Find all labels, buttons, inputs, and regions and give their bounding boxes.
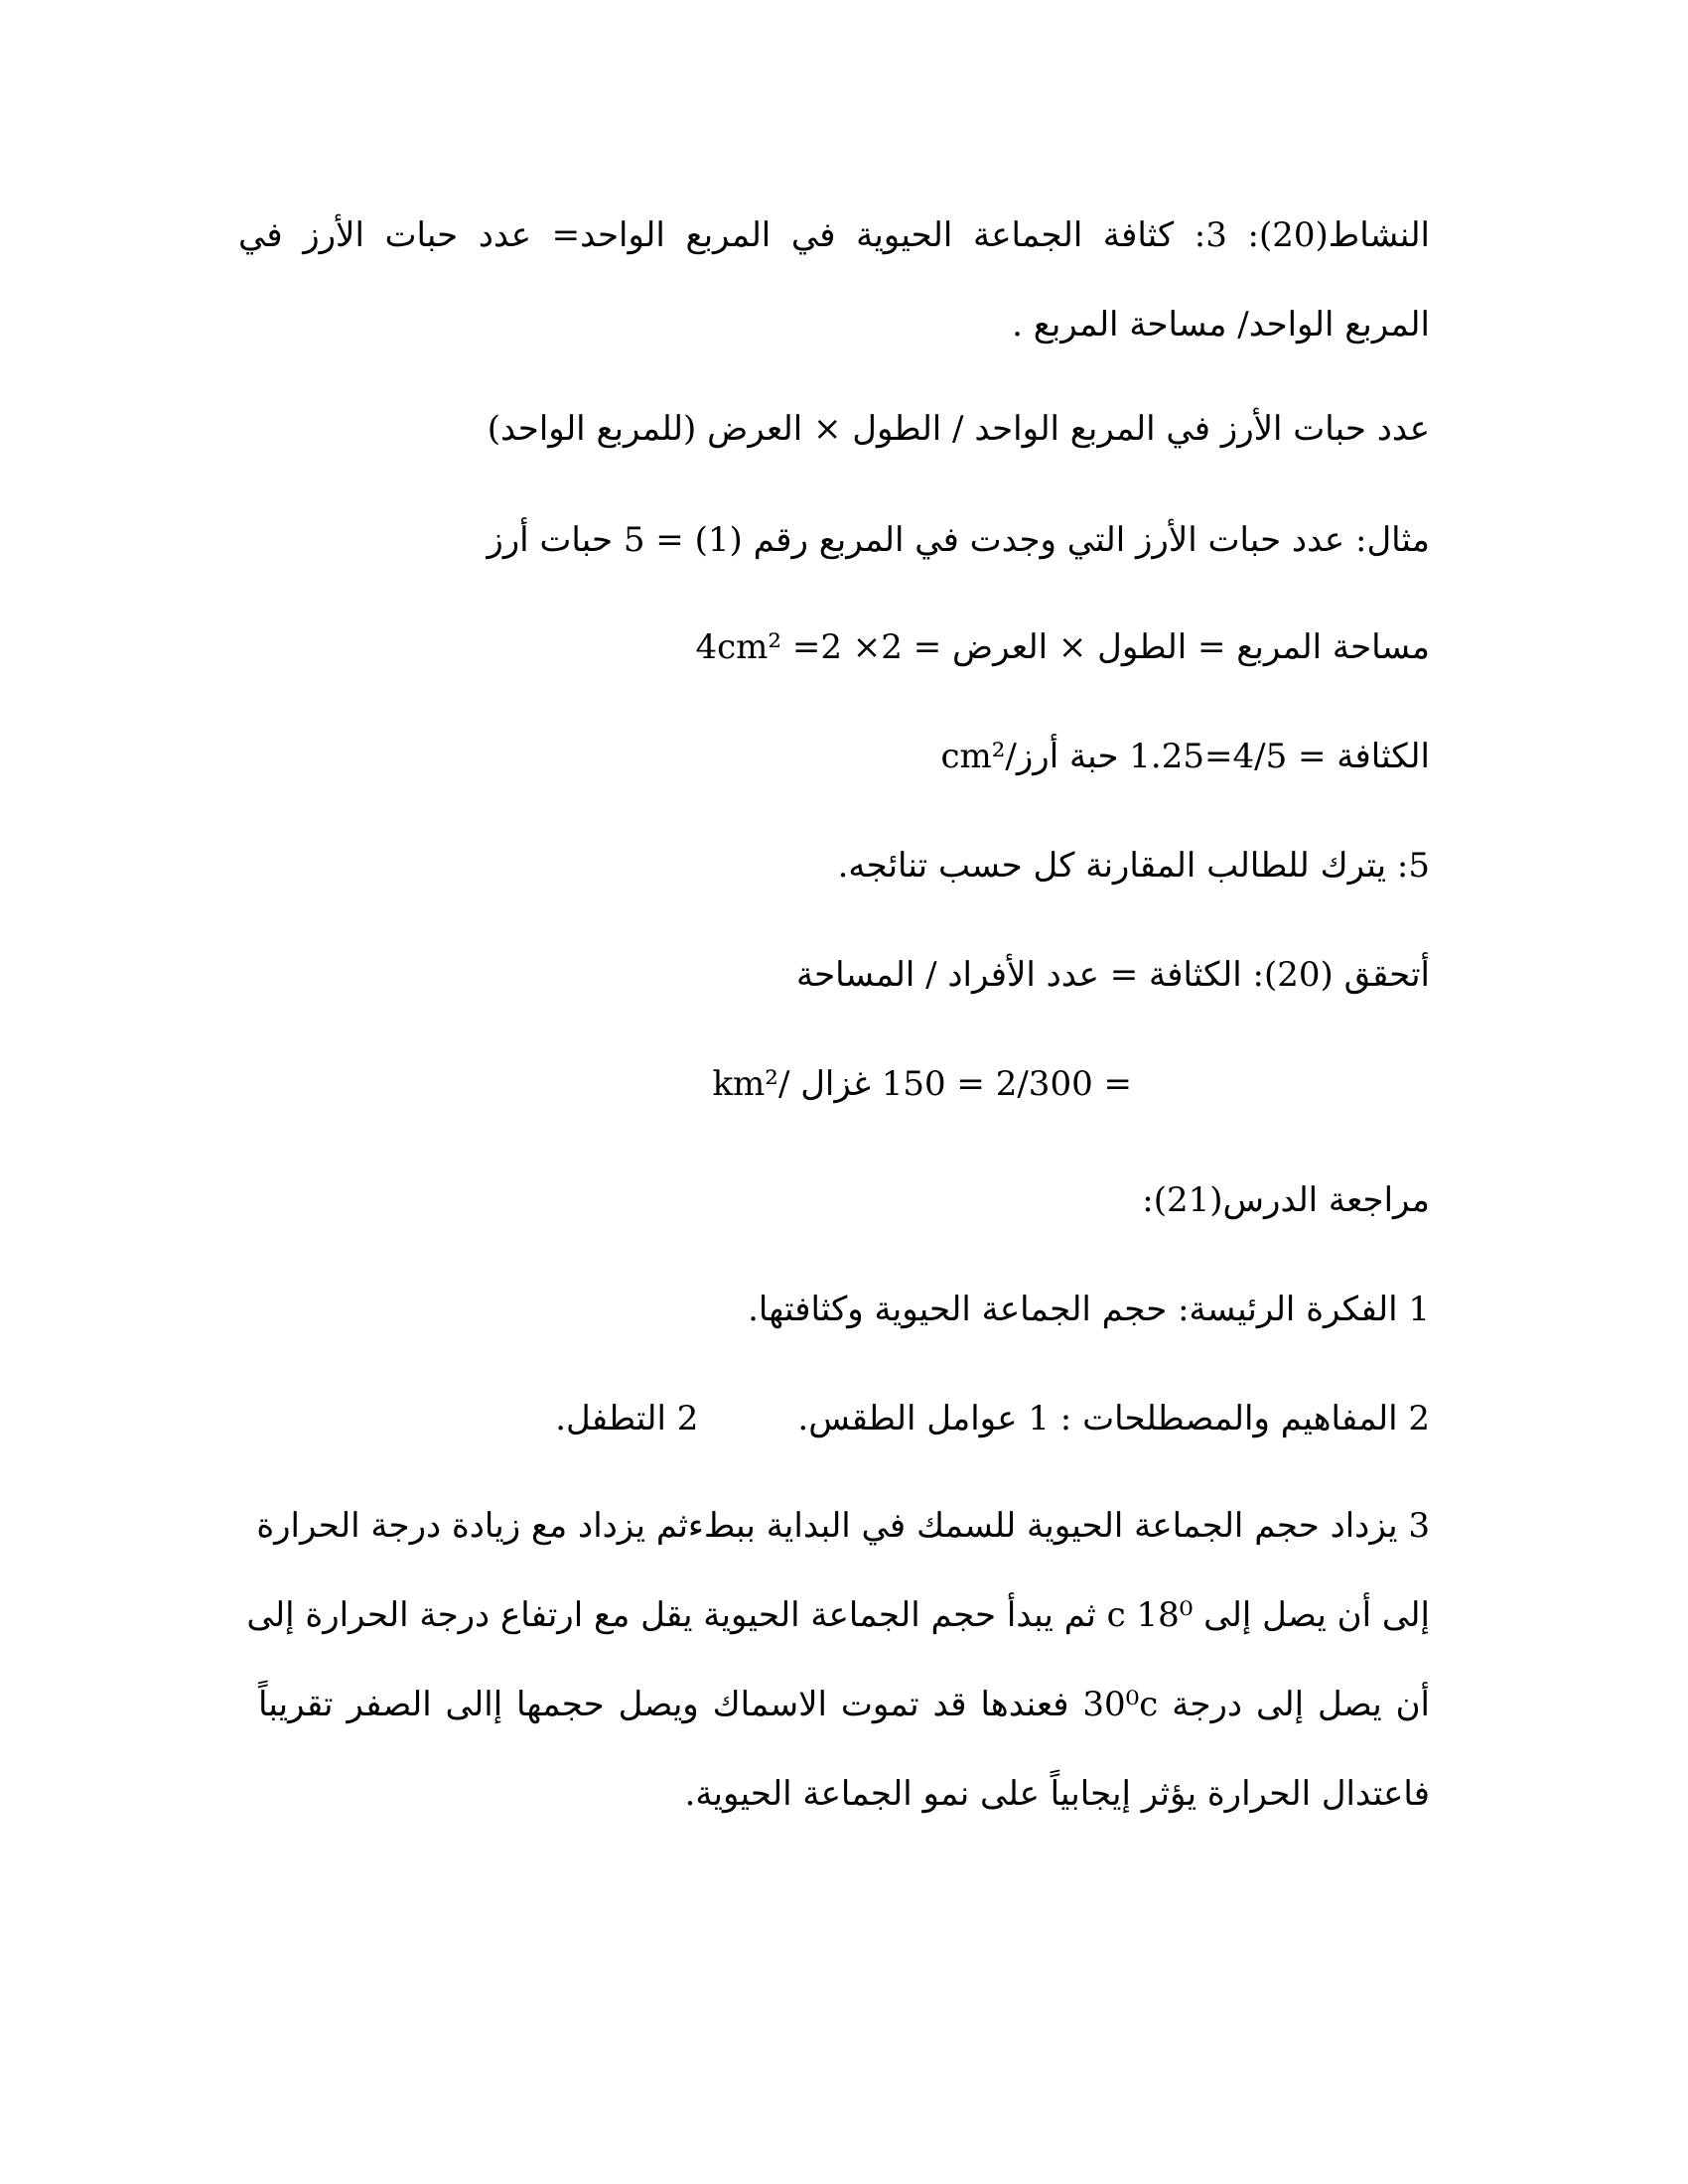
concept-weather-factors: 2 المفاهيم والمصطلحات : 1 عوامل الطقس.: [797, 1399, 1430, 1438]
lesson-21-review-heading: مراجعة الدرس(21):: [1142, 1180, 1430, 1220]
density-calculation: الكثافة = 4/5=1.25 حبة أرز/cm²: [940, 737, 1430, 776]
fish-population-answer-line-4: فاعتدال الحرارة يؤثر إيجابياً على نمو الجماعة الحيوية.: [684, 1774, 1430, 1814]
example-rice-count: مثال: عدد حبات الأرز التي وجدت في المربع رقم (1) = 5 حبات أرز: [487, 520, 1430, 560]
fish-population-answer-line-2: إلى أن يصل إلى 18⁰ c ثم يبدأ حجم الجماعة الحيوية يقل مع ارتفاع درجة الحرارة إلى: [246, 1595, 1430, 1635]
activity-20-density-continuation: المربع الواحد/ مساحة المربع .: [1012, 305, 1430, 344]
square-area-calculation: مساحة المربع = الطول × العرض = 2× 2= 4cm²: [695, 627, 1430, 667]
fish-population-answer-line-1: 3 يزداد حجم الجماعة الحيوية للسمك في البداية ببطءثم يزداد مع زيادة درجة الحرارة: [256, 1506, 1430, 1546]
verify-20-density-formula: أتحقق (20): الكثافة = عدد الأفراد / المساحة: [795, 955, 1430, 995]
concepts-terms-line: [555, 1395, 1430, 1442]
concept-parasitism: 2 التطفل.: [555, 1399, 699, 1438]
main-idea-line: 1 الفكرة الرئيسة: حجم الجماعة الحيوية وكثافتها.: [748, 1290, 1430, 1329]
activity-20-density-line: النشاط(20): 3: كثافة الجماعة الحيوية في المربع الواحد= عدد حبات الأرز في: [238, 215, 1430, 255]
rice-count-formula: عدد حبات الأرز في المربع الواحد / الطول × العرض (للمربع الواحد): [487, 409, 1430, 449]
gazelle-density-result: = 2/300 = 150 غزال /km²: [712, 1064, 1132, 1104]
comparison-note: 5: يترك للطالب المقارنة كل حسب تنائجه.: [837, 846, 1430, 886]
fish-population-answer-line-3: أن يصل إلى درجة 30⁰c فعندها قد تموت الاسماك ويصل حجمها إالى الصفر تقريباً: [258, 1685, 1430, 1724]
